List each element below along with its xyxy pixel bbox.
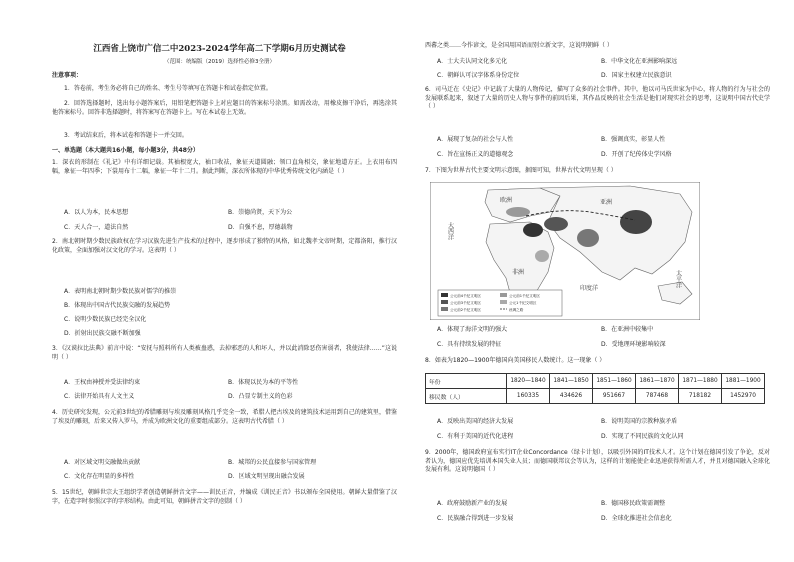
notice-2: 2．回答选择题时，选出每小题答案后，用铅笔把答题卡上对应题目的答案标号涂黑。如需改动，用橡皮擦干净后，再选涂其他答案标号。回答非选择题时，将答案写在答题卡上。写在本试卷上无效。 — [52, 100, 397, 116]
kush-civilization-area — [535, 250, 549, 262]
table-row-label: 移民数（人） — [426, 389, 507, 404]
legend-item-1: 公元前4千纪文明区 — [450, 294, 482, 298]
q9-option-c: C．民族融合得到进一步发展 — [437, 515, 514, 522]
q2-stem: 2．南北朝时期少数民族政权在学习汉族先进生产技术的过程中，逐步形成了独特的风格，如北魏孝文帝时期，定都洛阳，推行汉化政策，全面加强对汉文化的学习。这表明（ ） — [52, 238, 397, 254]
table-row — [426, 374, 765, 389]
q8-option-d: D．实现了不同民族的文化认同 — [601, 433, 684, 440]
q7-option-b: B．在亚洲中较集中 — [601, 326, 654, 333]
q6-option-b: B．强调真实，彰显人性 — [601, 136, 666, 143]
q4-option-b: B．城邦的公民直接参与国家管理 — [228, 459, 317, 466]
table-row — [426, 389, 765, 404]
legend-swatch-1 — [441, 293, 448, 297]
notice-1: 1．答卷前，考生务必将自己的姓名、考生号等填写在答题卡和试卷指定位置。 — [64, 85, 272, 92]
table-cell: 787468 — [636, 389, 679, 404]
table-cell: 1851—1860 — [593, 374, 636, 389]
africa-label: 非洲 — [512, 269, 525, 276]
q5-option-c: C．朝鲜认可汉字体系身份定位 — [437, 72, 520, 79]
mesopotamia-civilization-area — [544, 217, 568, 231]
q3-option-d: D．凸显专制主义的色彩 — [228, 393, 293, 400]
legend-item-4: 公元前1千纪文明区 — [509, 294, 541, 298]
table-cell: 160335 — [507, 389, 550, 404]
q6-stem: 6．司马迁在《史记》中记载了大量的人物传记，描写了众多的社会事件。其中，他以司马氏世家为中心，将人物的行为与社会的发展联系起来，叙述了大量的历史人物与事件的前因后果，其作品反映的社会生活是他们对现实社会的思考，这说明中国古代史学（ ） — [425, 86, 770, 110]
legend-swatch-2 — [441, 300, 448, 304]
notice-heading: 注意事项： — [52, 72, 83, 79]
q9-option-b: B．德国移民政策需调整 — [601, 500, 666, 507]
q5-option-b: B．中华文化在亚洲影响深远 — [601, 58, 678, 65]
ancient-civilizations-map — [430, 182, 700, 320]
q9-stem: 9．2000年，德国政府宣布实行IT企业Concordance（绿卡计划），以吸引外国的IT技术人才。这个计划在德国引发了争论，反对者认为，德国应优先培训本国失业人员；而德国联邦议会等认为，这样的计划能使企业迅速获得所需人才，并且对德国融入全球化发展有利。这说明德国（ ） — [425, 449, 770, 473]
table-cell: 1871—1880 — [679, 374, 722, 389]
table-cell: 718182 — [679, 389, 722, 404]
asia-label: 亚洲 — [600, 199, 613, 206]
section-heading: 一、单选题（本大题共16小题，每小题3分，共48分） — [52, 147, 199, 154]
pacific-label: 太平洋 — [674, 270, 682, 288]
q2-option-c: C．说明少数民族已经完全汉化 — [64, 316, 147, 323]
emigration-table — [425, 373, 765, 404]
egypt-civilization-area — [523, 223, 543, 237]
q1-stem: 1．深衣的形制在《礼记》中有详细记载。其袖根宽大，袖口收祛，象征天道圆融；领口直角相交，象征地道方正。上衣用布四幅，象征一年四季；下裳用布十二幅，象征一年十二月。据此判断，深衣所体现的中华优秀传统文化内涵是（ ） — [52, 159, 397, 175]
q1-option-a: A．以人为本，民本思想 — [64, 209, 129, 216]
exam-title: 江西省上饶市广信二中2023-2024学年高二下学期6月历史测试卷 — [93, 44, 346, 54]
q1-option-b: B．崇德尚贤，天下为公 — [228, 209, 293, 216]
q4-stem: 4．历史研究发现，公元前3世纪的希腊雕刻与埃及雕刻风格几乎完全一致，希腊人把古埃及的建筑技术运用到自己的建筑里，借鉴了埃及的雕刻，后来又传入罗马，并成为欧洲文化的重要组成部分。这表明古代希腊（ ） — [52, 409, 397, 425]
q7-option-c: C．具有持续发展的特征 — [437, 341, 502, 348]
q9-option-d: D．全球化推进社会信息化 — [601, 515, 672, 522]
q6-option-c: C．旨在宣扬正义的道德观念 — [437, 151, 514, 158]
exam-scope: （范围：统编版（2019）选择性必修3全册） — [164, 59, 275, 65]
legend-item-2: 公元前3千纪文明区 — [450, 301, 482, 305]
q4-option-c: C．文化存在明显的多样性 — [64, 473, 135, 480]
q5-option-a: A．士大夫认同文化多元化 — [437, 58, 508, 65]
china-civilization-area — [620, 210, 652, 234]
atlantic-label: 大西洋 — [446, 222, 454, 240]
q2-option-b: B．体现出中国古代民族交融的发展趋势 — [64, 302, 171, 309]
indus-civilization-area — [577, 229, 599, 247]
q2-option-d: D．折射出民族交融不断加强 — [64, 330, 141, 337]
q7-stem: 7．下图为世界古代主要文明示意图，据图可知，世界古代文明呈现（ ） — [425, 167, 617, 174]
q4-option-a: A．对区域文明交融做出贡献 — [64, 459, 141, 466]
table-cell: 1820—1840 — [507, 374, 550, 389]
q3-option-a: A．王权由神授并受法律约束 — [64, 379, 141, 386]
q7-option-d: D．受地理环境影响较深 — [601, 341, 666, 348]
table-cell: 1452970 — [722, 389, 765, 404]
q1-option-d: D．自强不息，厚德载物 — [228, 224, 293, 231]
q8-option-b: B．说明美国的宗教种族矛盾 — [601, 418, 678, 425]
q9-option-a: A．政府鼓励新产业的发展 — [437, 500, 508, 507]
europe-label: 欧洲 — [500, 197, 513, 204]
q3-option-b: B．体现以民为本的平等性 — [228, 379, 299, 386]
legend-item-6: 丝绸之路 — [509, 308, 524, 312]
table-cell: 951667 — [593, 389, 636, 404]
indian-ocean-label: 印度洋 — [580, 285, 599, 292]
legend-swatch-4 — [500, 293, 507, 297]
q4-option-d: D．区域文明呈现出融合发展 — [228, 473, 305, 480]
table-cell: 1861—1870 — [636, 374, 679, 389]
q2-option-a: A．表明南北朝时期少数民族对儒学的推崇 — [64, 288, 177, 295]
q6-option-d: D．开创了纪传体史学风格 — [601, 151, 672, 158]
legend-swatch-5 — [500, 300, 507, 304]
table-cell: 434626 — [550, 389, 593, 404]
q5-option-d: D．国家主权建立民族意识 — [601, 72, 672, 79]
table-cell: 1841—1850 — [550, 374, 593, 389]
table-cell: 1881—1900 — [722, 374, 765, 389]
q8-option-c: C．有利于美国的近代化进程 — [437, 433, 514, 440]
q3-stem: 3．《汉谟拉比法典》前言中说：“安抚与照料所有人类被蛊惑，去掉邪恶的人和坏人，并以此消除恶伤害弱者，我使法律……”这说明（ ） — [52, 345, 397, 361]
legend-swatch-3 — [441, 307, 448, 311]
table-row-label: 年份 — [426, 374, 507, 389]
q8-option-a: A．反映出美国的经济大发展 — [437, 418, 514, 425]
q7-option-a: A．体现了海洋文明的强大 — [437, 326, 508, 333]
q1-option-c: C．天人合一，道法自然 — [64, 224, 129, 231]
q5-continued: 西蕃之类……今作谚文，是全国用国语而别立新文字，这说明朝鲜（ ） — [425, 42, 613, 49]
notice-3: 3．考试结束后，将本试卷和答题卡一并交回。 — [64, 132, 188, 139]
legend-item-5: 公元1千纪文明区 — [509, 301, 537, 305]
q3-option-c: C．法律开始具有人文主义 — [64, 393, 135, 400]
q5-stem: 5．15世纪，朝鲜世宗大王组织学者创造朝鲜拼音文字——训民正音，并编成《训民正音》书以颁布全国使用。朝鲜大量借鉴了汉字，在造字时参照汉字的字形结构。由此可知，朝鲜拼音文字的创制（ ） — [52, 489, 397, 505]
legend-item-3: 公元前2千纪文明区 — [450, 308, 482, 312]
q6-option-a: A．展现了复杂的社会与人性 — [437, 136, 514, 143]
q8-stem: 8．如表为1820—1900年德国向美国移民人数统计。这一现象（ ） — [425, 357, 606, 364]
